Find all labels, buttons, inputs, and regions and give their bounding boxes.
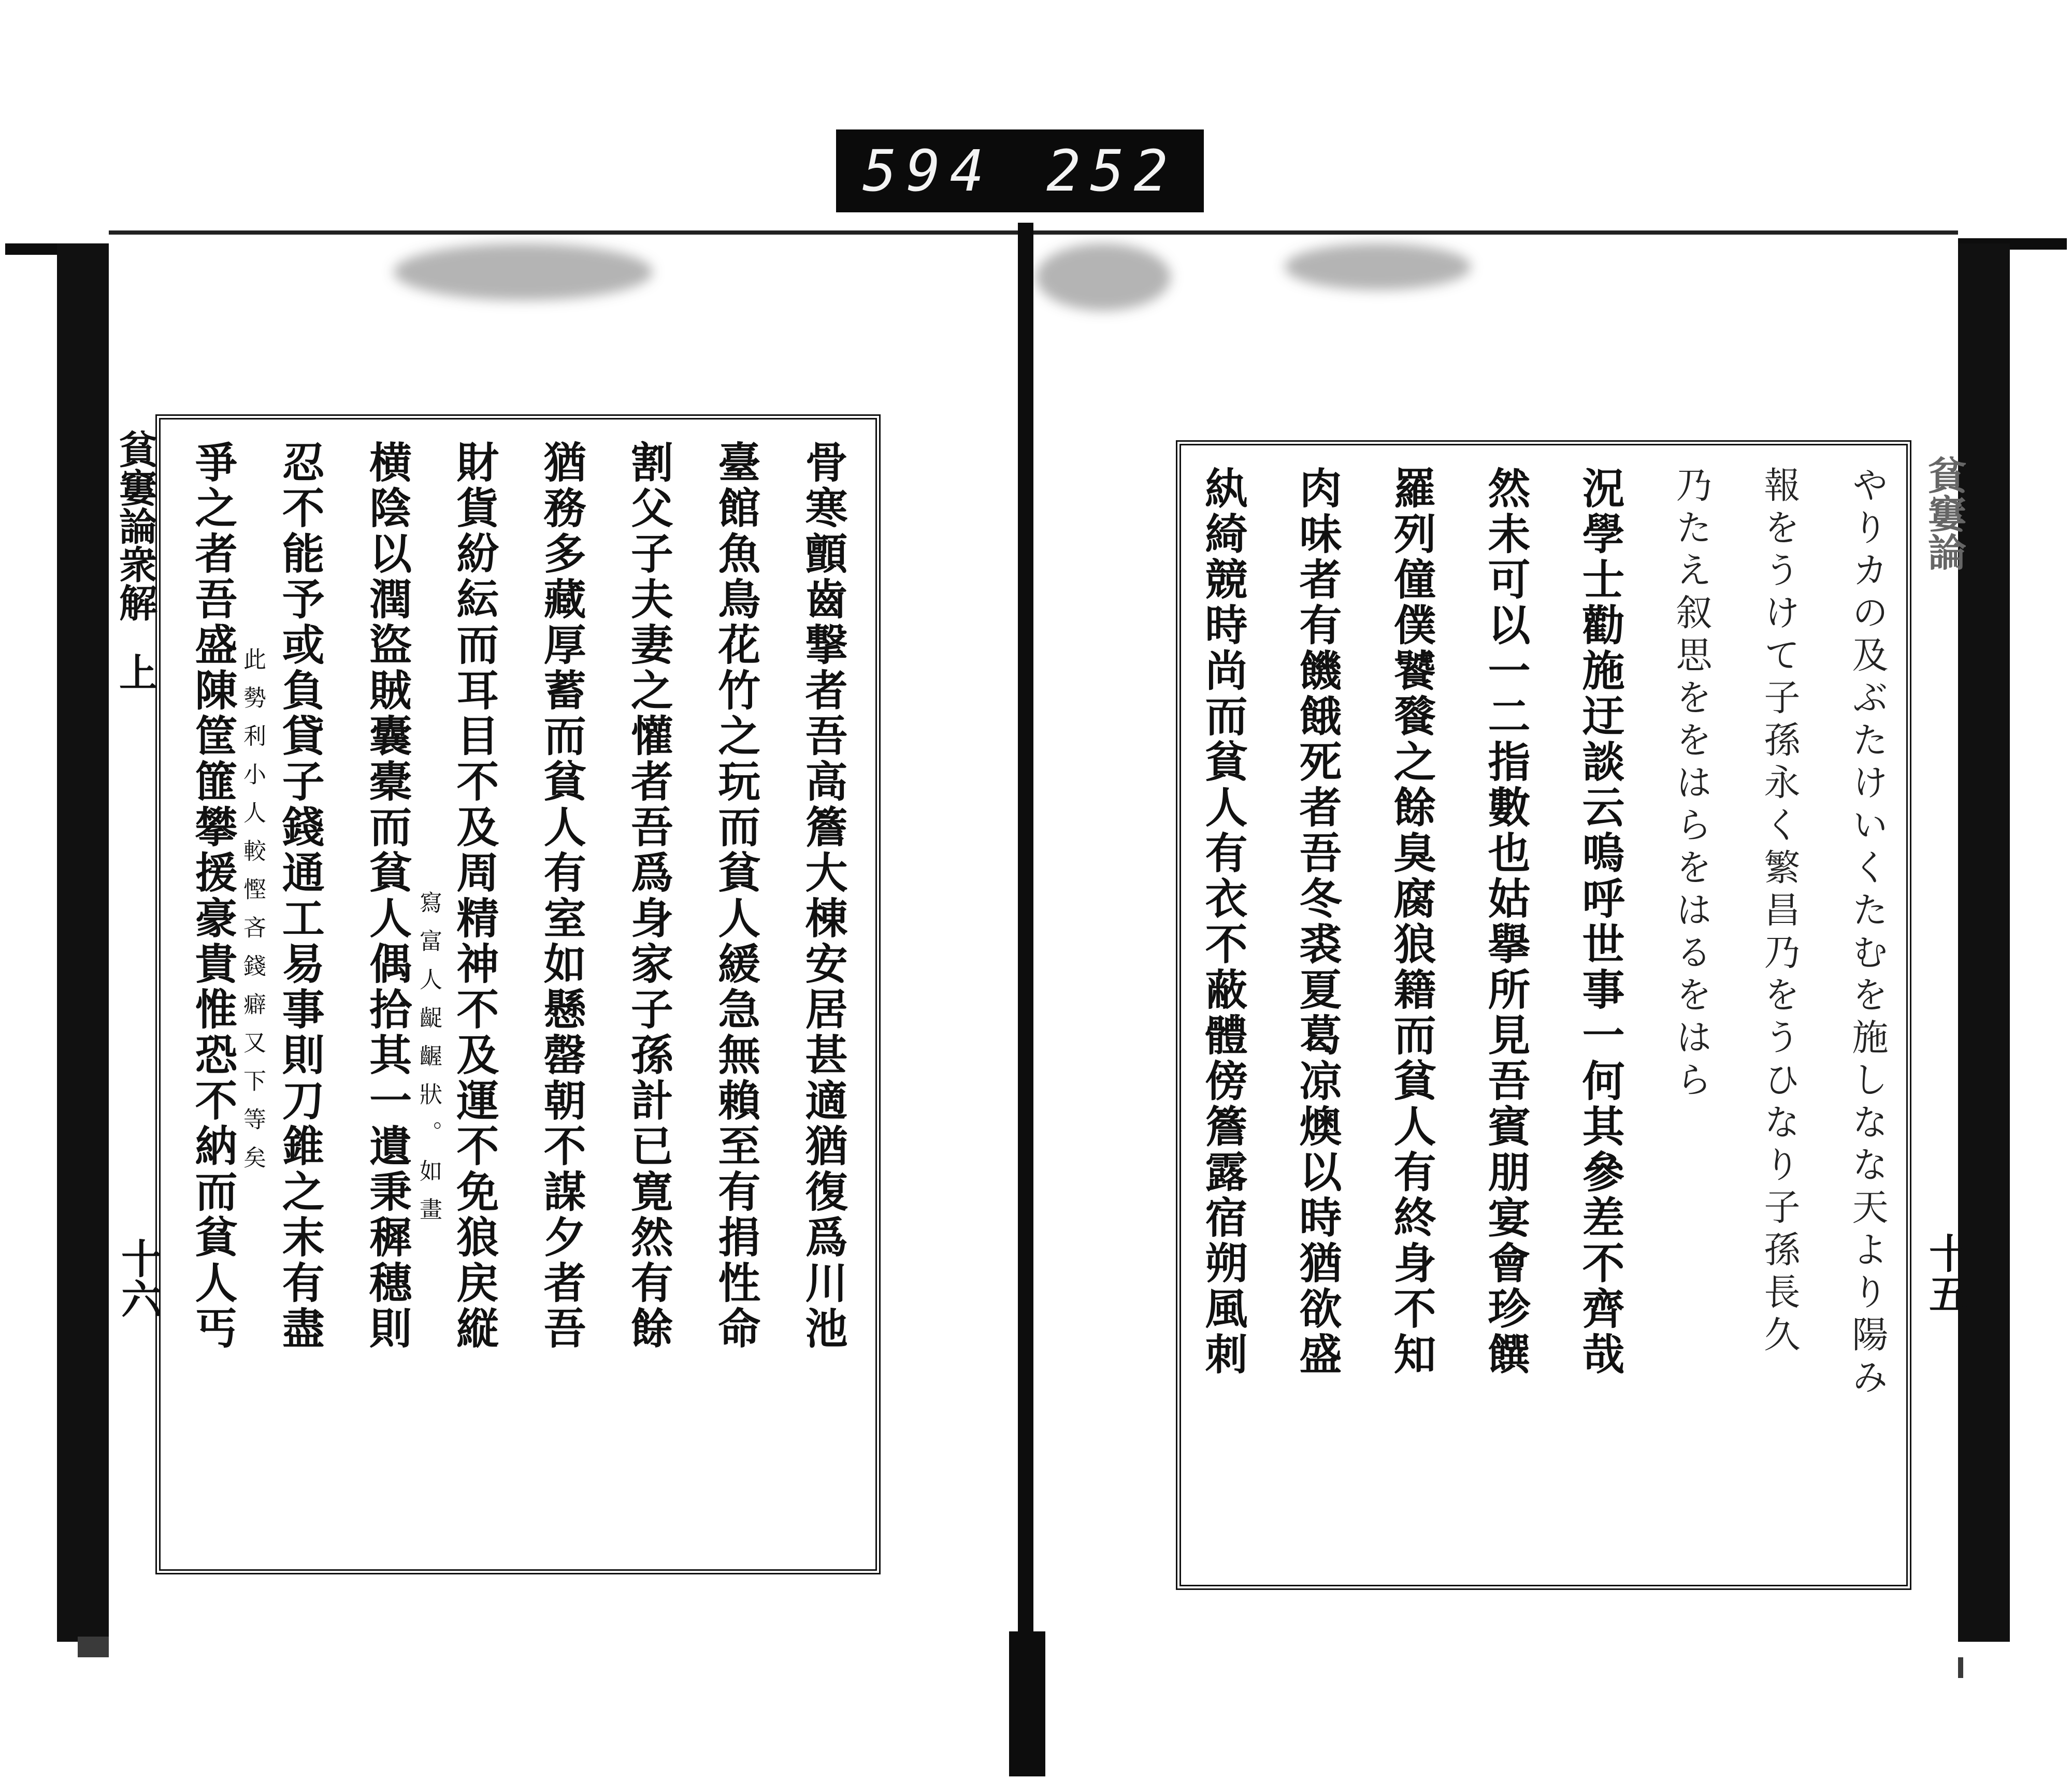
gutter — [1018, 223, 1033, 1662]
right-text-frame — [1176, 440, 1911, 1590]
commentary-note: 此勢利小人較慳吝錢癖又下等矣 — [239, 647, 266, 1184]
text-column: 忍不能予或負貸子錢通工易事則刀錐之末有盡 — [275, 440, 325, 1352]
left-margin-title: 貧窶論衆解 — [113, 430, 157, 621]
text-column: 財貨紛紜而耳目不及周精神不及運不免狼戻縦 — [449, 440, 499, 1352]
text-column: 臺館魚鳥花竹之玩而貧人緩急無賴至有捐性命 — [711, 440, 761, 1352]
right-folio: 十五 — [1922, 1233, 1969, 1313]
left-book-edge — [57, 243, 109, 1642]
text-column: 肉味者有饑餓死者吾冬裘夏葛凉燠以時猶欲盛 — [1292, 466, 1342, 1378]
stain-right-2 — [1285, 243, 1471, 290]
text-column: 割父子夫妻之懽者吾爲身家子孫計已寛然有餘 — [624, 440, 674, 1352]
handwritten-column: 報をうけて子孫永く繁昌乃をうひなり子孫長久 — [1758, 466, 1801, 1358]
left-folio: 十六 — [114, 1238, 162, 1319]
stain-right — [1036, 243, 1171, 311]
frame-number-left: 594 — [862, 138, 994, 204]
right-text-columns — [1198, 466, 1889, 1564]
right-margin-title: 貧窶論 — [1922, 456, 1966, 571]
stain-left — [394, 243, 653, 300]
text-column: 骨寒顫齒撃者吾高簷大棟安居甚適猶復爲川池 — [798, 440, 848, 1352]
handwritten-column: やりカの及ぶたけいくたむを施しなな天より陽み — [1846, 466, 1889, 1400]
text-column: 横陰以潤盜賊囊橐而貧人偶拾其一遺秉穉穗則 — [362, 440, 412, 1352]
text-column: 紈綺競時尚而貧人有衣不蔽體傍簷露宿朔風刺 — [1198, 466, 1248, 1378]
left-margin-volume: 上 — [113, 653, 157, 691]
text-column: 爭之者吾盛陳筐篚攀援豪貴惟恐不納而貧人丐 — [188, 440, 238, 1352]
text-column: 猶務多藏厚蓄而貧人有室如懸罄朝不謀夕者吾 — [537, 440, 587, 1352]
frame-number-label — [836, 129, 1204, 212]
frame-number-right: 252 — [1046, 138, 1177, 204]
gutter-clip — [1009, 1631, 1045, 1776]
text-column: 然未可以一二指數也姑擧所見吾賓朋宴會珍饌 — [1481, 466, 1531, 1378]
commentary-note: 寫富人齪齷狀。如畫 — [415, 891, 442, 1236]
left-text-columns — [188, 440, 848, 1549]
text-column: 羅列僮僕饕餮之餘臭腐狼籍而貧人有終身不知 — [1387, 466, 1436, 1378]
text-column: 況學士勸施迂談云嗚呼世事一何其參差不齊哉 — [1575, 466, 1625, 1378]
handwritten-column: 乃たえ叙思ををはらをはるをはら — [1670, 466, 1713, 1103]
